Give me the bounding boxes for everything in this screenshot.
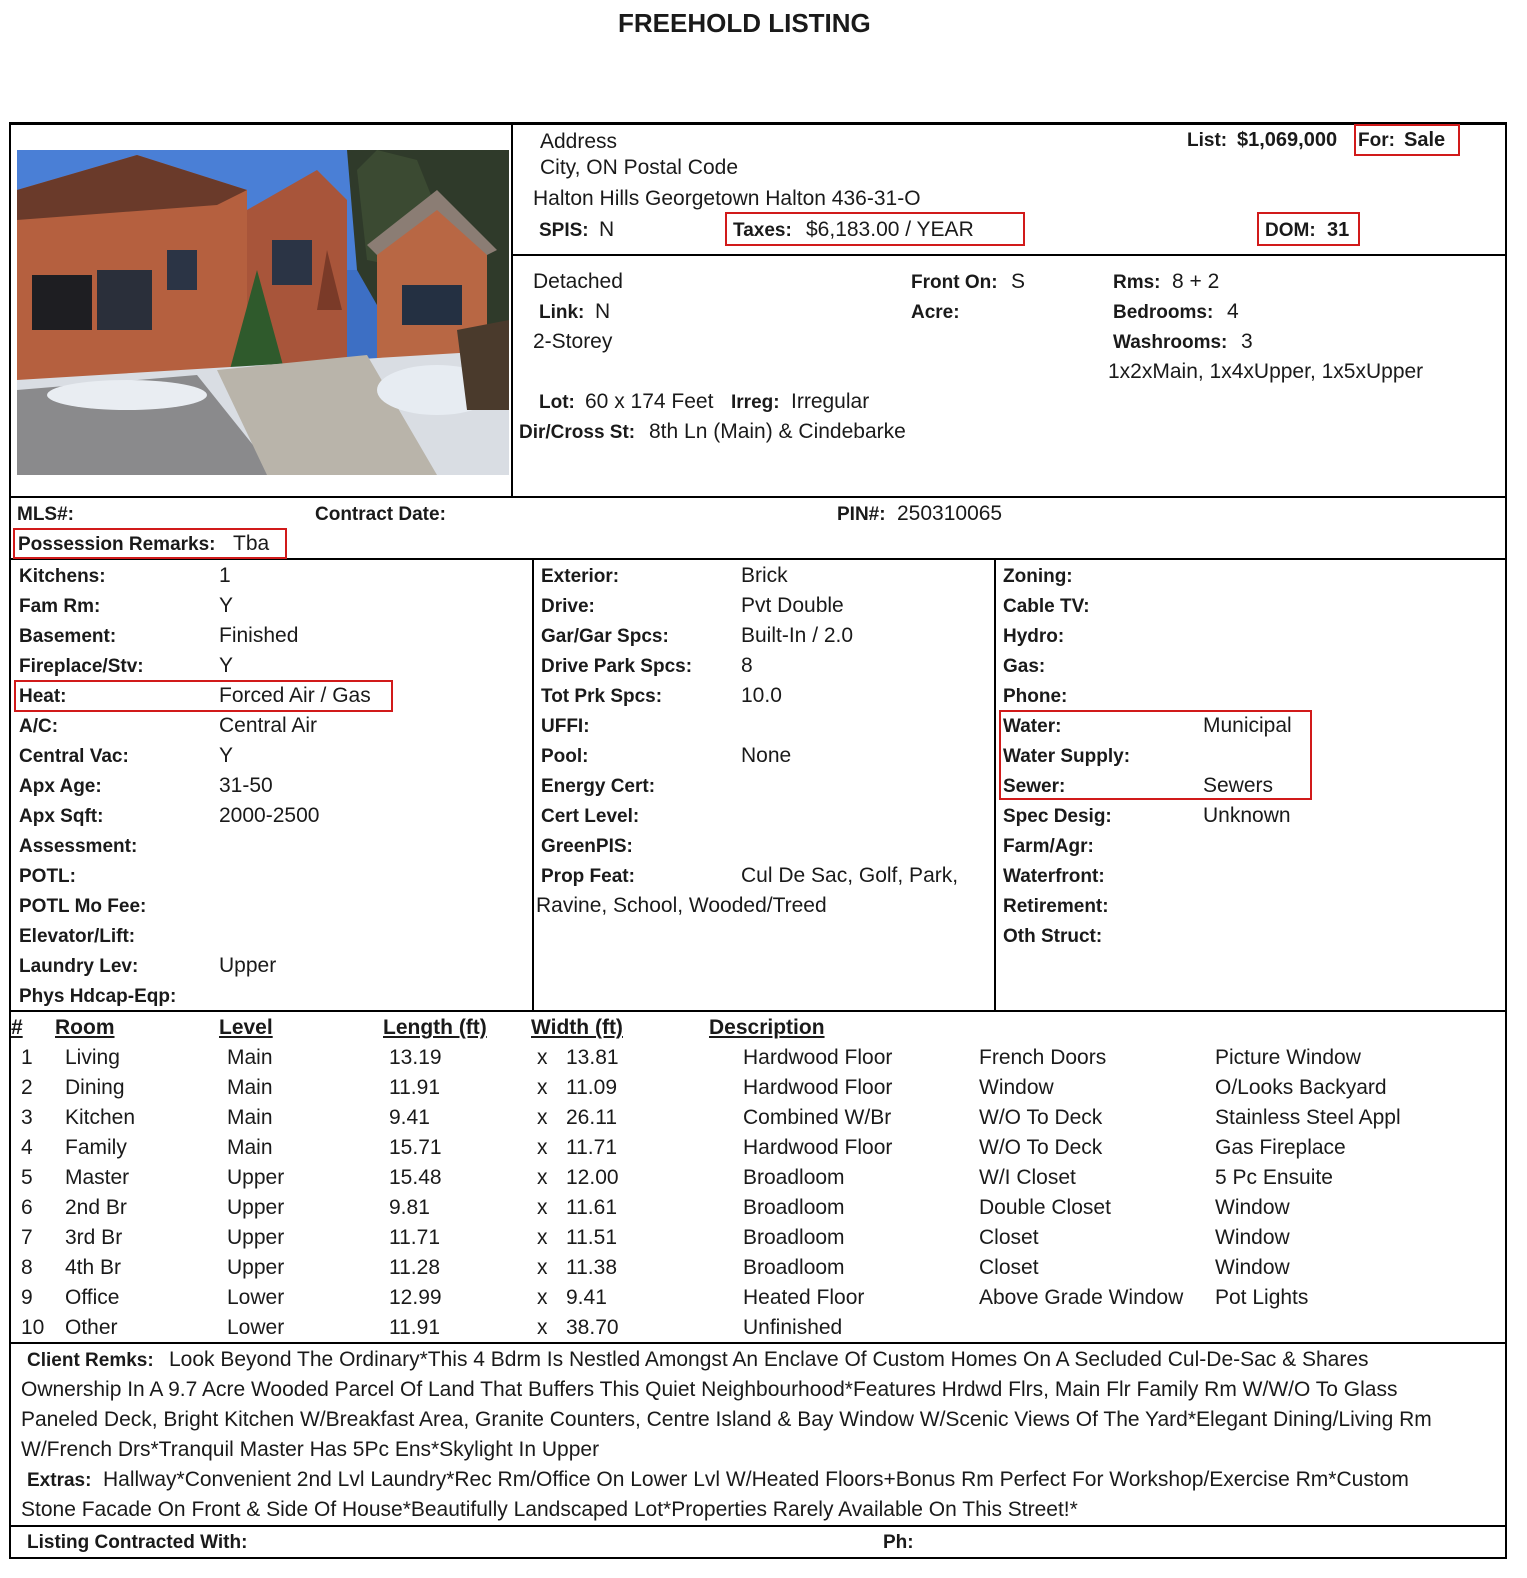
front-on-value: S bbox=[1011, 270, 1026, 293]
cross-st-value: 8th Ln (Main) & Cindebarke bbox=[649, 420, 906, 443]
feature-label: Zoning: bbox=[1003, 566, 1073, 587]
rms-value: 8 + 2 bbox=[1172, 270, 1220, 293]
bedrooms-value: 4 bbox=[1227, 300, 1239, 323]
feature-label: Water: bbox=[1003, 716, 1062, 737]
room-width: 11.71 bbox=[566, 1136, 617, 1159]
front-on-label: Front On: bbox=[911, 272, 998, 293]
room-level: Lower bbox=[227, 1286, 285, 1309]
feature-label: Apx Age: bbox=[19, 776, 102, 797]
feature-label: UFFI: bbox=[541, 716, 590, 737]
room-n: 4 bbox=[21, 1136, 33, 1159]
room-d3: Window bbox=[1215, 1196, 1290, 1219]
pin-value: 250310065 bbox=[897, 502, 1003, 525]
irreg-value: Irregular bbox=[791, 390, 870, 413]
footer-divider bbox=[11, 1525, 1505, 1527]
room-length: 15.71 bbox=[389, 1136, 442, 1159]
possession-value: Tba bbox=[233, 532, 270, 555]
room-x: x bbox=[537, 1316, 548, 1339]
room-x: x bbox=[537, 1166, 548, 1189]
room-d3: Gas Fireplace bbox=[1215, 1136, 1346, 1159]
feature-label: Water Supply: bbox=[1003, 746, 1131, 767]
feature-label: Central Vac: bbox=[19, 746, 129, 767]
feature-label: Spec Desig: bbox=[1003, 806, 1112, 827]
rooms-col-num: # bbox=[11, 1016, 23, 1039]
room-d3: O/Looks Backyard bbox=[1215, 1076, 1387, 1099]
room-x: x bbox=[537, 1136, 548, 1159]
acre-label: Acre: bbox=[911, 302, 960, 323]
cross-st-label: Dir/Cross St: bbox=[519, 422, 636, 443]
room-level: Lower bbox=[227, 1316, 285, 1339]
room-length: 9.81 bbox=[389, 1196, 430, 1219]
feature-label: Phys Hdcap-Eqp: bbox=[19, 986, 177, 1007]
feature-value: Y bbox=[219, 744, 234, 767]
taxes-value: $6,183.00 / YEAR bbox=[806, 218, 974, 241]
feature-value: Cul De Sac, Golf, Park, bbox=[741, 864, 959, 887]
room-level: Upper bbox=[227, 1226, 285, 1249]
property-style: 2-Storey bbox=[533, 330, 613, 353]
room-d1: Broadloom bbox=[743, 1166, 845, 1189]
rms-label: Rms: bbox=[1113, 272, 1161, 293]
feature-value: Y bbox=[219, 654, 234, 677]
header-divider bbox=[513, 254, 1505, 256]
feature-value: Brick bbox=[741, 564, 788, 587]
contracted-label: Listing Contracted With: bbox=[27, 1532, 248, 1553]
feature-value: Central Air bbox=[219, 714, 318, 737]
section-divider-1 bbox=[11, 496, 1505, 498]
feature-label: Apx Sqft: bbox=[19, 806, 104, 827]
extras-label: Extras: bbox=[27, 1470, 92, 1491]
room-x: x bbox=[537, 1286, 548, 1309]
room-d1: Heated Floor bbox=[743, 1286, 865, 1309]
link-value: N bbox=[595, 300, 611, 323]
room-x: x bbox=[537, 1106, 548, 1129]
room-n: 1 bbox=[21, 1046, 33, 1069]
feature-label: Retirement: bbox=[1003, 896, 1109, 917]
feature-label: Cert Level: bbox=[541, 806, 640, 827]
feature-value: Pvt Double bbox=[741, 594, 844, 617]
room-d2: Double Closet bbox=[979, 1196, 1111, 1219]
frame-right bbox=[1505, 122, 1507, 1559]
room-d1: Broadloom bbox=[743, 1256, 845, 1279]
remarks-divider bbox=[11, 1342, 1505, 1344]
room-d2: Above Grade Window bbox=[979, 1286, 1184, 1309]
heat-highlight bbox=[14, 680, 393, 712]
feature-label: Oth Struct: bbox=[1003, 926, 1103, 947]
room-room: Kitchen bbox=[65, 1106, 136, 1129]
room-d3: 5 Pc Ensuite bbox=[1215, 1166, 1333, 1189]
for-value: Sale bbox=[1404, 129, 1446, 151]
washroom-detail: 1x2xMain, 1x4xUpper, 1x5xUpper bbox=[1108, 360, 1424, 383]
room-d3: Window bbox=[1215, 1226, 1290, 1249]
contract-date-label: Contract Date: bbox=[315, 504, 446, 525]
room-d2: Closet bbox=[979, 1226, 1039, 1249]
feature-label: Fam Rm: bbox=[19, 596, 101, 617]
ph-label: Ph: bbox=[883, 1532, 914, 1553]
feature-value: Forced Air / Gas bbox=[219, 684, 371, 707]
client-remarks-line: Ownership In A 9.7 Acre Wooded Parcel Of Land That Buffers This Quiet Neighbourhood*Features Hrdwd Flrs, Main Flr Family Rm W/W/O To Glass bbox=[21, 1378, 1398, 1401]
col-divider-1 bbox=[532, 560, 534, 1010]
room-level: Upper bbox=[227, 1256, 285, 1279]
feature-label: Waterfront: bbox=[1003, 866, 1105, 887]
room-d2: W/O To Deck bbox=[979, 1136, 1103, 1159]
room-level: Main bbox=[227, 1046, 273, 1069]
room-n: 3 bbox=[21, 1106, 33, 1129]
feature-label: Kitchens: bbox=[19, 566, 106, 587]
pin-label: PIN#: bbox=[837, 504, 886, 525]
feature-label: GreenPIS: bbox=[541, 836, 633, 857]
room-n: 8 bbox=[21, 1256, 33, 1279]
room-d2: Closet bbox=[979, 1256, 1039, 1279]
room-length: 11.91 bbox=[389, 1316, 440, 1339]
washrooms-value: 3 bbox=[1241, 330, 1253, 353]
room-n: 5 bbox=[21, 1166, 33, 1189]
feature-value: 10.0 bbox=[741, 684, 782, 707]
rooms-divider bbox=[11, 1010, 1505, 1012]
feature-label: Fireplace/Stv: bbox=[19, 656, 144, 677]
room-room: Family bbox=[65, 1136, 127, 1159]
room-d3: Picture Window bbox=[1215, 1046, 1361, 1069]
room-length: 13.19 bbox=[389, 1046, 442, 1069]
room-level: Main bbox=[227, 1136, 273, 1159]
room-level: Main bbox=[227, 1106, 273, 1129]
room-d1: Hardwood Floor bbox=[743, 1046, 893, 1069]
room-n: 10 bbox=[21, 1316, 45, 1339]
page-title: FREEHOLD LISTING bbox=[618, 8, 871, 38]
room-width: 11.51 bbox=[566, 1226, 617, 1249]
prop-feat-wrap: Ravine, School, Wooded/Treed bbox=[536, 894, 827, 917]
feature-value: Municipal bbox=[1203, 714, 1292, 737]
feature-value: 2000-2500 bbox=[219, 804, 320, 827]
feature-label: Gas: bbox=[1003, 656, 1046, 677]
room-width: 38.70 bbox=[566, 1316, 619, 1339]
feature-label: Phone: bbox=[1003, 686, 1068, 707]
feature-value: 31-50 bbox=[219, 774, 273, 797]
rooms-col-room: Room bbox=[55, 1016, 115, 1039]
lot-value: 60 x 174 Feet bbox=[585, 390, 714, 413]
feature-label: Heat: bbox=[19, 686, 67, 707]
room-room: Office bbox=[65, 1286, 120, 1309]
feature-label: Basement: bbox=[19, 626, 117, 647]
feature-value: Sewers bbox=[1203, 774, 1274, 797]
room-room: Master bbox=[65, 1166, 130, 1189]
frame-top bbox=[9, 122, 1507, 125]
room-room: 4th Br bbox=[65, 1256, 122, 1279]
feature-label: Laundry Lev: bbox=[19, 956, 139, 977]
room-length: 11.71 bbox=[389, 1226, 440, 1249]
rooms-col-desc: Description bbox=[709, 1016, 825, 1039]
room-n: 9 bbox=[21, 1286, 33, 1309]
city-line: City, ON Postal Code bbox=[540, 156, 739, 179]
feature-value: Y bbox=[219, 594, 234, 617]
room-length: 15.48 bbox=[389, 1166, 442, 1189]
room-d3: Pot Lights bbox=[1215, 1286, 1309, 1309]
col-divider-2 bbox=[994, 560, 996, 1010]
feature-label: Exterior: bbox=[541, 566, 620, 587]
room-d3: Stainless Steel Appl bbox=[1215, 1106, 1401, 1129]
room-width: 11.61 bbox=[566, 1196, 617, 1219]
water-sewer-highlight bbox=[999, 710, 1312, 800]
taxes-label: Taxes: bbox=[733, 220, 792, 241]
property-photo bbox=[17, 150, 509, 475]
room-d1: Combined W/Br bbox=[743, 1106, 892, 1129]
client-remarks-line: Paneled Deck, Bright Kitchen W/Breakfast Area, Granite Counters, Centre Island & Bay Window W/Scenic Views Of The Yard*Elegant Dining/Living Rm bbox=[21, 1408, 1432, 1431]
room-level: Main bbox=[227, 1076, 273, 1099]
feature-value: 8 bbox=[741, 654, 753, 677]
rooms-col-length: Length (ft) bbox=[383, 1016, 487, 1039]
room-d2: Window bbox=[979, 1076, 1054, 1099]
room-n: 7 bbox=[21, 1226, 33, 1249]
feature-label: Prop Feat: bbox=[541, 866, 635, 887]
feature-value: Unknown bbox=[1203, 804, 1291, 827]
area-line: Halton Hills Georgetown Halton 436-31-O bbox=[533, 187, 921, 210]
room-x: x bbox=[537, 1256, 548, 1279]
extras-line: Hallway*Convenient 2nd Lvl Laundry*Rec Rm/Office On Lower Lvl W/Heated Floors+Bonus Rm Perfect For Workshop/Exercise Rm*Custom bbox=[103, 1468, 1409, 1491]
room-x: x bbox=[537, 1196, 548, 1219]
room-room: Living bbox=[65, 1046, 120, 1069]
feature-label: Tot Prk Spcs: bbox=[541, 686, 663, 707]
room-length: 9.41 bbox=[389, 1106, 430, 1129]
rooms-col-width: Width (ft) bbox=[531, 1016, 623, 1039]
feature-value: Finished bbox=[219, 624, 299, 647]
room-d1: Broadloom bbox=[743, 1226, 845, 1249]
dom-value: 31 bbox=[1327, 219, 1350, 241]
room-n: 2 bbox=[21, 1076, 33, 1099]
feature-label: POTL Mo Fee: bbox=[19, 896, 147, 917]
room-length: 11.91 bbox=[389, 1076, 440, 1099]
feature-label: A/C: bbox=[19, 716, 59, 737]
spis-value: N bbox=[599, 218, 615, 241]
room-x: x bbox=[537, 1046, 548, 1069]
client-remarks-line: Look Beyond The Ordinary*This 4 Bdrm Is Nestled Amongst An Enclave Of Custom Homes On A Secluded Cul-De-Sac & Shares bbox=[169, 1348, 1369, 1371]
room-room: 3rd Br bbox=[65, 1226, 123, 1249]
room-width: 9.41 bbox=[566, 1286, 607, 1309]
feature-label: Farm/Agr: bbox=[1003, 836, 1094, 857]
feature-label: Sewer: bbox=[1003, 776, 1066, 797]
extras-line: Stone Facade On Front & Side Of House*Beautifully Landscaped Lot*Properties Rarely Available On This Street!* bbox=[21, 1498, 1078, 1521]
room-room: 2nd Br bbox=[65, 1196, 127, 1219]
room-x: x bbox=[537, 1076, 548, 1099]
room-d1: Hardwood Floor bbox=[743, 1136, 893, 1159]
room-level: Upper bbox=[227, 1196, 285, 1219]
feature-label: Assessment: bbox=[19, 836, 138, 857]
feature-label: Hydro: bbox=[1003, 626, 1065, 647]
room-width: 11.38 bbox=[566, 1256, 617, 1279]
room-d2: W/I Closet bbox=[979, 1166, 1076, 1189]
room-d3: Window bbox=[1215, 1256, 1290, 1279]
room-d2: W/O To Deck bbox=[979, 1106, 1103, 1129]
feature-value: 1 bbox=[219, 564, 231, 587]
feature-value: Built-In / 2.0 bbox=[741, 624, 854, 647]
feature-label: Pool: bbox=[541, 746, 589, 767]
list-label: List: bbox=[1187, 130, 1228, 151]
feature-label: Gar/Gar Spcs: bbox=[541, 626, 669, 647]
room-d1: Hardwood Floor bbox=[743, 1076, 893, 1099]
room-d2: French Doors bbox=[979, 1046, 1107, 1069]
room-level: Upper bbox=[227, 1166, 285, 1189]
rooms-col-level: Level bbox=[219, 1016, 273, 1039]
feature-label: Drive: bbox=[541, 596, 595, 617]
room-width: 12.00 bbox=[566, 1166, 619, 1189]
client-remarks-line: W/French Drs*Tranquil Master Has 5Pc Ens*Skylight In Upper bbox=[21, 1438, 600, 1461]
room-room: Dining bbox=[65, 1076, 125, 1099]
mls-label: MLS#: bbox=[17, 504, 74, 525]
irreg-label: Irreg: bbox=[731, 392, 780, 413]
for-label: For: bbox=[1358, 130, 1395, 151]
room-length: 11.28 bbox=[389, 1256, 440, 1279]
possession-label: Possession Remarks: bbox=[18, 534, 216, 555]
spis-label: SPIS: bbox=[539, 220, 589, 241]
room-room: Other bbox=[65, 1316, 118, 1339]
feature-label: Elevator/Lift: bbox=[19, 926, 136, 947]
client-remarks-label: Client Remks: bbox=[27, 1350, 154, 1371]
room-width: 11.09 bbox=[566, 1076, 617, 1099]
room-d1: Broadloom bbox=[743, 1196, 845, 1219]
room-x: x bbox=[537, 1226, 548, 1249]
list-value: $1,069,000 bbox=[1237, 129, 1338, 151]
photo-divider bbox=[511, 124, 513, 497]
feature-label: Energy Cert: bbox=[541, 776, 656, 797]
room-length: 12.99 bbox=[389, 1286, 442, 1309]
link-label: Link: bbox=[539, 302, 585, 323]
feature-label: Cable TV: bbox=[1003, 596, 1090, 617]
lot-label: Lot: bbox=[539, 392, 575, 413]
room-width: 13.81 bbox=[566, 1046, 619, 1069]
feature-value: None bbox=[741, 744, 792, 767]
room-width: 26.11 bbox=[566, 1106, 617, 1129]
dom-label: DOM: bbox=[1265, 220, 1316, 241]
address: Address bbox=[540, 130, 618, 153]
washrooms-label: Washrooms: bbox=[1113, 332, 1228, 353]
feature-label: POTL: bbox=[19, 866, 76, 887]
bedrooms-label: Bedrooms: bbox=[1113, 302, 1214, 323]
feature-value: Upper bbox=[219, 954, 277, 977]
feature-label: Drive Park Spcs: bbox=[541, 656, 693, 677]
room-n: 6 bbox=[21, 1196, 33, 1219]
room-d1: Unfinished bbox=[743, 1316, 843, 1339]
property-type: Detached bbox=[533, 270, 623, 293]
frame-bottom bbox=[9, 1557, 1507, 1559]
